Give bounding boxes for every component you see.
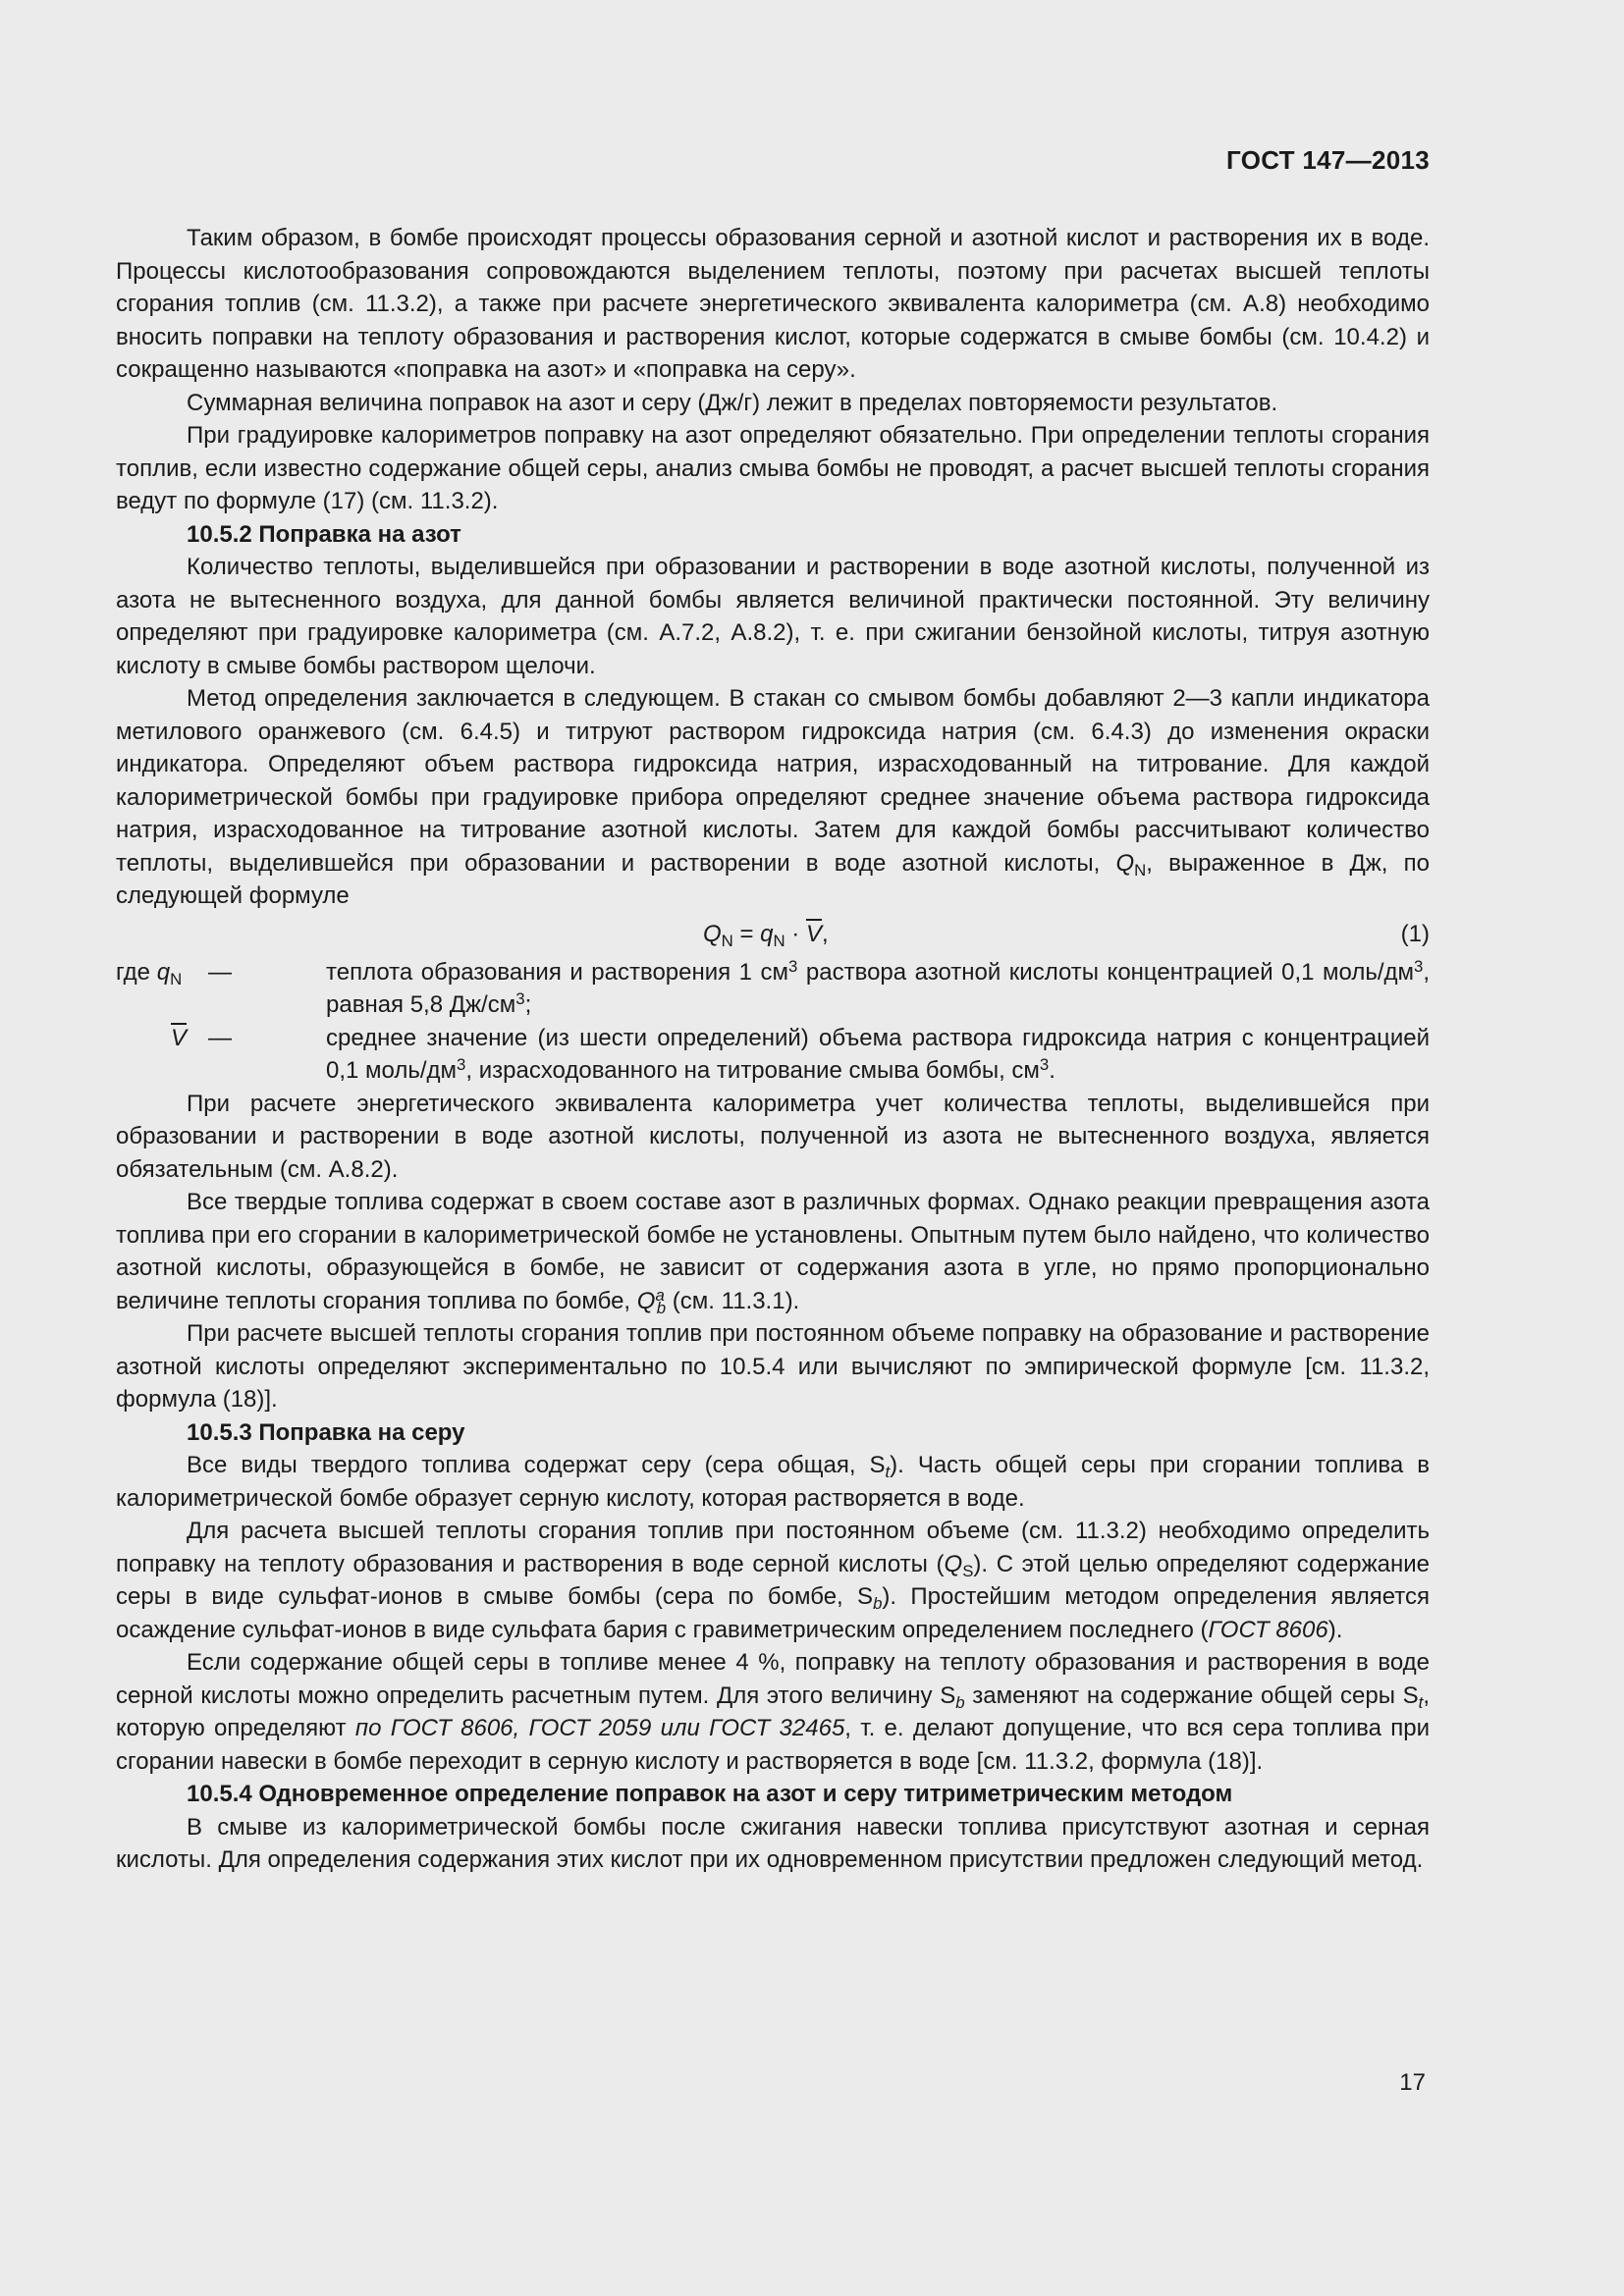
text: Для расчета высшей теплоты сгорания топлив при постоянном объеме (см. 11.3.2) необходимо определить поправку на теплоту образования и растворения в воде серной кислоты ( [116, 1518, 1430, 1577]
paragraph: В смыве из калориметрической бомбы после сжигания навески топлива присутствуют азотная и серная кислоты. Для определения содержания этих кислот при их одновременном присутствии предложен следующий метод. [116, 1813, 1430, 1873]
text: Все виды твердого топлива содержат серу (сера общая, S [187, 1452, 886, 1478]
standard-header: ГОСТ 147—2013 [1226, 145, 1430, 175]
math-sub: b [873, 1594, 883, 1613]
math-var: Q [944, 1550, 963, 1577]
math-sub: N [773, 931, 785, 950]
text: , выраженное в Дж, по следующей формуле [116, 849, 1431, 909]
text: , равная 5,8 Дж/см [326, 958, 1431, 1018]
dash: — [208, 958, 232, 986]
where-label [116, 1022, 367, 1055]
where-row-q [116, 956, 1430, 1022]
math-var: $\overline{V}$ [805, 920, 822, 947]
paragraph [116, 1449, 1430, 1515]
standard-reference: по ГОСТ 8606, ГОСТ 2059 или ГОСТ 32465 [354, 1715, 845, 1741]
dash: — [208, 1024, 232, 1051]
section-heading-10-5-3: 10.5.3 Поправка на серу [187, 1418, 465, 1446]
formula-expression [703, 913, 829, 956]
where-row-v [116, 1022, 1430, 1088]
math-sub: b [656, 1298, 667, 1317]
math-sup: a [655, 1285, 665, 1305]
math-sub: N [721, 931, 733, 950]
math-op: , [821, 920, 829, 947]
math-var: q [760, 920, 774, 947]
paragraph: При расчете энергетического эквивалента калориметра учет количества теплоты, выделившейся при образовании и растворении в воде азотной кислоты, полученной из азота не вытесненного воздуха, является обязательным (см. А.8.2). [116, 1090, 1430, 1183]
formula-1 [116, 913, 1430, 956]
math-sub: S [962, 1561, 974, 1580]
paragraph: Суммарная величина поправок на азот и серу (Дж/г) лежит в пределах повторяемости результатов. [187, 389, 1278, 416]
math-sup: 3 [788, 956, 798, 976]
math-sub: t [885, 1463, 891, 1481]
text: среднее значение (из шести определений) объема раствора гидроксида натрия с концентрацией 0,1 моль/дм [326, 1024, 1430, 1084]
text: , которую определяют [116, 1682, 1431, 1741]
text: ; [524, 991, 532, 1018]
text: Если содержание общей серы в топливе менее 4 %, поправку на теплоту образования и растворения в воде серной кислоты можно определить расчетным путем. Для этого величину S [116, 1649, 1430, 1709]
text: ). Часть общей серы при сгорании топлива в калориметрической бомбе образует серную кислоту, которая растворяется в воде. [116, 1452, 1430, 1512]
page-number: 17 [1399, 2069, 1426, 2096]
paragraph: Таким образом, в бомбе происходят процессы образования серной и азотной кислот и растворения их в воде. Процессы кислотообразования сопровождаются выделением теплоты, поэтому при расчетах высшей теплоты сгорания топлив (см. 11.3.2), а также при расчете энергетического эквивалента калориметра (см. А.8) необходимо вносить поправки на теплоту образования и растворения кислот, которые содержатся в смыве бомбы (см. 10.4.2) и сокращенно называются «поправка на азот» и «поправка на серу». [116, 225, 1430, 383]
math-var: q [156, 958, 171, 986]
text: раствора азотной кислоты концентрацией 0,1 моль/дм [797, 958, 1414, 986]
paragraph [116, 1646, 1430, 1778]
paragraph [116, 682, 1430, 913]
section-heading-10-5-4: 10.5.4 Одновременное определение поправок на азот и серу титриметрическим методом [187, 1781, 1233, 1807]
math-sup: 3 [1039, 1055, 1050, 1074]
math-sub: b [955, 1692, 965, 1712]
math-var: Q [1115, 849, 1135, 877]
math-sub: N [170, 969, 183, 988]
text: ). С этой целью определяют содержание серы в виде сульфат-ионов в смыве бомбы (сера по бомбе, S [116, 1550, 1430, 1610]
math-sup: 3 [515, 989, 525, 1008]
text: ). [1327, 1616, 1343, 1643]
text: , т. е. делают допущение, что вся сера топлива при сгорании навески в бомбе переходит в серную кислоту и растворяется в воде [см. 11.3.2, формула (18)]. [116, 1715, 1431, 1775]
section-heading-10-5-2: 10.5.2 Поправка на азот [187, 520, 461, 548]
formula-number: (1) [1400, 920, 1430, 947]
paragraph: При расчете высшей теплоты сгорания топлив при постоянном объеме поправку на образование и растворение азотной кислоты определяют экспериментально по 10.5.4 или вычисляют по эмпирической формуле [см. 11.3.2, формула (18)]. [116, 1320, 1430, 1413]
math-var: $\overline{V}$ [171, 1024, 188, 1051]
where-block [116, 956, 1430, 1088]
text: Все твердые топлива содержат в своем составе азот в различных формах. Однако реакции превращения азота топлива при его сгорании в калориметрической бомбе не установлены. Опытным путем было найдено, что количество азотной кислоты, образующейся в бомбе, не зависит от содержания азота в угле, но прямо пропорционально величине теплоты сгорания топлива по бомбе, [116, 1189, 1430, 1314]
math-op: · [785, 920, 806, 947]
math-var: Q [636, 1287, 656, 1314]
paragraph: При градуировке калориметров поправку на азот определяют обязательно. При определении теплоты сгорания топлив, если известно содержание общей серы, анализ смыва бомбы не проводят, а расчет высшей теплоты сгорания ведут по формуле (17) (см. 11.3.2). [116, 422, 1430, 514]
document-body [116, 222, 1430, 1877]
math-op: = [732, 920, 761, 947]
text: Метод определения заключается в следующем. В стакан со смывом бомбы добавляют 2—3 капли индикатора метилового оранжевого (см. 6.4.5) и титруют раствором гидроксида натрия (см. 6.4.3) до изменения окраски индикатора. Определяют объем раствора гидроксида натрия, израсходованный на титрование. Для каждой калориметрической бомбы при градуировке прибора определяют среднее значение объема раствора гидроксида натрия, израсходованное на титрование азотной кислоты. Затем для каждой бомбы рассчитывают количество теплоты, выделившейся при образовании и растворении в воде азотной кислоты, [116, 685, 1430, 877]
text: теплота образования и растворения 1 см [326, 958, 789, 986]
math-var: Q [703, 920, 722, 947]
math-sub: t [1418, 1692, 1424, 1712]
text: (см. 11.3.1). [666, 1287, 800, 1314]
text: , израсходованного на титрование смыва бомбы, см [465, 1057, 1040, 1084]
where-word: где [116, 958, 151, 986]
math-sup: 3 [457, 1055, 466, 1074]
standard-reference: ГОСТ 8606 [1208, 1616, 1328, 1643]
math-sub: N [1134, 860, 1147, 880]
text: заменяют на содержание общей серы S [964, 1682, 1419, 1709]
text: ). Простейшим методом определения является осаждение сульфат-ионов в виде сульфата бария с гравиметрическим определением последнего ( [116, 1583, 1430, 1643]
paragraph [116, 1186, 1430, 1317]
math-sup: 3 [1414, 956, 1424, 976]
text: . [1049, 1057, 1056, 1084]
paragraph: Количество теплоты, выделившейся при образовании и растворении в воде азотной кислоты, полученной из азота не вытесненного воздуха, для данной бомбы является величиной практически постоянной. Эту величину определяют при градуировке калориметра (см. А.7.2, А.8.2), т. е. при сжигании бензойной кислоты, титруя азотную кислоту в смыве бомбы раствором щелочи. [116, 554, 1430, 679]
paragraph [116, 1515, 1430, 1646]
